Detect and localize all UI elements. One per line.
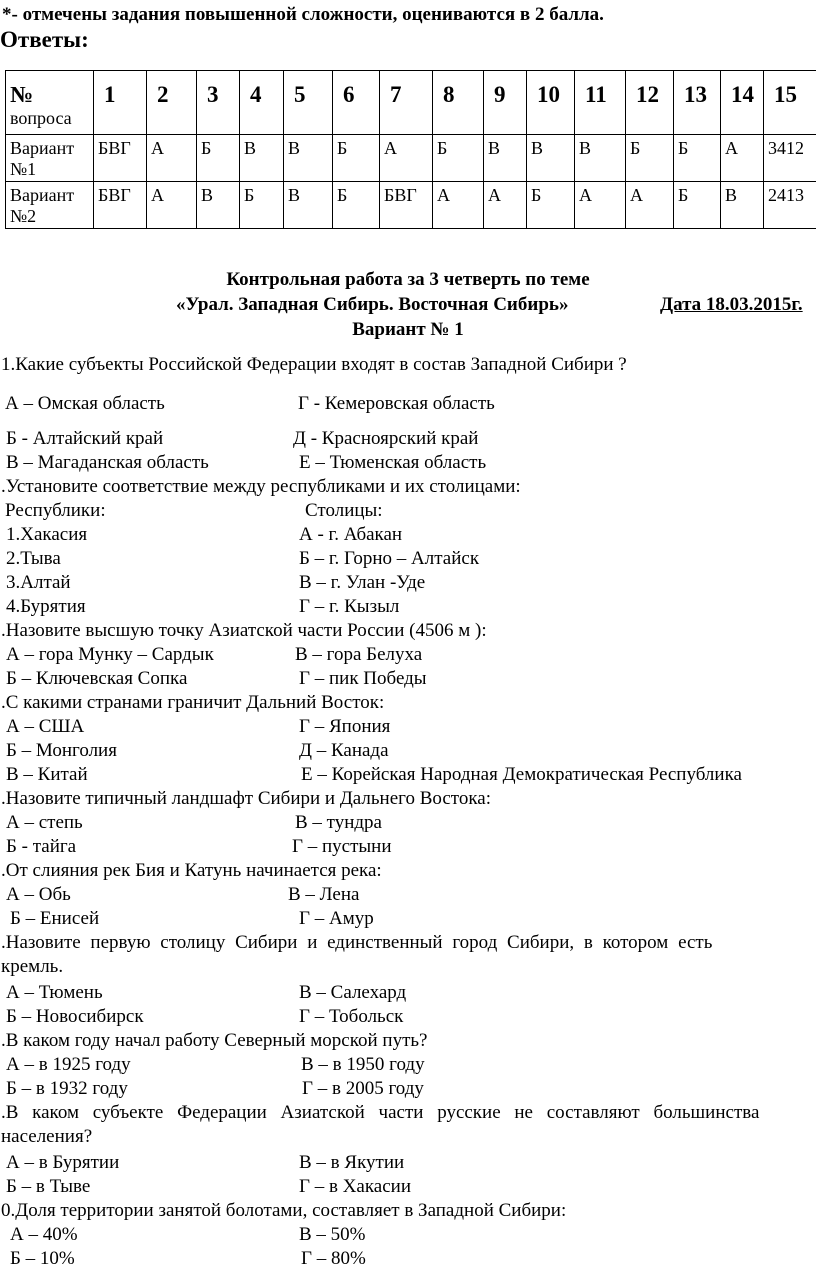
table-row-variant-1: [6, 135, 816, 182]
answer-cell: В: [721, 182, 764, 229]
answer-cell: Б: [626, 135, 674, 182]
header-cell: 12: [626, 71, 674, 135]
option-line: Г – пустыни: [292, 836, 392, 857]
option-line: В – Китай: [6, 764, 88, 785]
option-line: Б – Монголия: [6, 740, 117, 761]
answer-cell: Б: [674, 135, 721, 182]
option-line: А – 40%: [10, 1224, 78, 1245]
option-line: В – в Якутии: [299, 1152, 405, 1173]
answer-cell: А: [626, 182, 674, 229]
row-label: Вариант №1: [6, 135, 94, 182]
question-9-continuation: населения?: [1, 1126, 93, 1147]
answer-cell: Б: [333, 135, 380, 182]
option-line: В – тундра: [295, 812, 382, 833]
option-line: Г - Кемеровская область: [298, 393, 495, 414]
option-line: В – Магаданская область: [6, 452, 209, 473]
header-cell: 13: [674, 71, 721, 135]
answer-cell: 3412: [764, 135, 816, 182]
option-line: Столицы:: [305, 500, 383, 521]
option-line: А – степь: [6, 812, 83, 833]
answer-cell: Б: [240, 182, 284, 229]
answers-title: Ответы:: [0, 27, 89, 52]
option-line: А - г. Абакан: [299, 524, 403, 545]
option-line: 2.Тыва: [6, 548, 61, 569]
header-cell: 10: [527, 71, 575, 135]
option-line: Б – 10%: [10, 1248, 75, 1269]
header-label-word: вопроса: [10, 108, 72, 128]
option-line: В – г. Улан -Уде: [299, 572, 426, 593]
header-cell: 14: [721, 71, 764, 135]
row-label: Вариант №2: [6, 182, 94, 229]
header-cell: 3: [197, 71, 240, 135]
option-line: В – в 1950 году: [301, 1054, 425, 1075]
question-8: .В каком году начал работу Северный морской путь?: [1, 1030, 428, 1051]
option-line: Б – Енисей: [10, 908, 100, 929]
question-7: .Назовите первую столицу Сибири и единственный город Сибири, в котором есть: [1, 932, 713, 953]
option-line: В – Салехард: [299, 982, 407, 1003]
option-line: Г – пик Победы: [299, 668, 427, 689]
answer-cell: А: [433, 182, 484, 229]
header-cell: 2: [147, 71, 197, 135]
answers-table: [5, 70, 816, 229]
option-line: А – Тюмень: [6, 982, 103, 1003]
option-line: 1.Хакасия: [6, 524, 88, 545]
question-10: 0.Доля территории занятой болотами, составляет в Западной Сибири:: [1, 1200, 567, 1221]
answer-cell: А: [484, 182, 527, 229]
answer-cell: Б: [527, 182, 575, 229]
header-cell: 1: [94, 71, 147, 135]
question-4: .С какими странами граничит Дальний Восток:: [1, 692, 385, 713]
option-line: Е – Тюменская область: [299, 452, 487, 473]
answer-cell: А: [147, 135, 197, 182]
option-line: В – Лена: [288, 884, 360, 905]
test-title-line1: Контрольная работа за 3 четверть по теме: [226, 269, 590, 290]
header-cell: 5: [284, 71, 333, 135]
header-cell: 7: [380, 71, 433, 135]
answer-cell: В: [484, 135, 527, 182]
option-line: Б – в 1932 году: [6, 1078, 128, 1099]
question-2: .Установите соответствие между республиками и их столицами:: [1, 476, 521, 497]
answer-cell: БВГ: [94, 135, 147, 182]
table-row-variant-2: [6, 182, 816, 229]
option-line: А – в Бурятии: [6, 1152, 120, 1173]
answer-cell: БВГ: [94, 182, 147, 229]
option-line: А – гора Мунку – Сардык: [6, 644, 214, 665]
option-line: Б – Новосибирск: [6, 1006, 144, 1027]
question-6: .От слияния рек Бия и Катунь начинается река:: [1, 860, 382, 881]
table-header-row: [6, 71, 816, 135]
option-line: Б - тайга: [6, 836, 77, 857]
answer-cell: А: [721, 135, 764, 182]
test-title-line2: «Урал. Западная Сибирь. Восточная Сибирь»: [176, 294, 569, 315]
answer-cell: Б: [674, 182, 721, 229]
option-line: Г – Япония: [299, 716, 391, 737]
option-line: А – в 1925 году: [6, 1054, 131, 1075]
option-line: В – 50%: [299, 1224, 366, 1245]
answer-cell: В: [240, 135, 284, 182]
option-line: Д – Канада: [299, 740, 389, 761]
question-9: .В каком субъекте Федерации Азиатской части русские не составляют большинства: [1, 1102, 760, 1123]
question-3: .Назовите высшую точку Азиатской части России (4506 м ):: [1, 620, 487, 641]
option-line: В – гора Белуха: [295, 644, 423, 665]
header-cell: 15: [764, 71, 816, 135]
option-line: Б – в Тыве: [6, 1176, 91, 1197]
option-line: Г – в 2005 году: [302, 1078, 424, 1099]
option-line: Г – Тобольск: [299, 1006, 404, 1027]
option-line: Г – 80%: [301, 1248, 366, 1269]
option-line: А – США: [6, 716, 85, 737]
answer-cell: 2413: [764, 182, 816, 229]
header-label-num: №: [10, 82, 34, 107]
option-line: А – Обь: [6, 884, 71, 905]
answer-cell: В: [197, 182, 240, 229]
option-line: Б – Ключевская Сопка: [6, 668, 188, 689]
option-line: Г – в Хакасии: [299, 1176, 412, 1197]
answer-cell: В: [527, 135, 575, 182]
test-date: Дата 18.03.2015г.: [660, 294, 803, 315]
answer-cell: БВГ: [380, 182, 433, 229]
answer-cell: А: [575, 182, 626, 229]
option-line: Б - Алтайский край: [6, 428, 164, 449]
answer-cell: Б: [433, 135, 484, 182]
variant-heading: Вариант № 1: [352, 319, 464, 340]
answer-cell: В: [575, 135, 626, 182]
header-cell: 6: [333, 71, 380, 135]
option-line: 4.Бурятия: [6, 596, 86, 617]
question-number-header: [6, 71, 94, 135]
answer-cell: Б: [333, 182, 380, 229]
option-line: А – Омская область: [5, 393, 165, 414]
answer-cell: В: [284, 182, 333, 229]
answer-cell: В: [284, 135, 333, 182]
option-line: Б – г. Горно – Алтайск: [299, 548, 480, 569]
header-cell: 11: [575, 71, 626, 135]
header-cell: 8: [433, 71, 484, 135]
grading-note: *- отмечены задания повышенной сложности, оцениваются в 2 балла.: [2, 4, 604, 25]
option-line: Г – г. Кызыл: [299, 596, 400, 617]
option-line: Д - Красноярский край: [293, 428, 479, 449]
answer-cell: А: [147, 182, 197, 229]
answer-cell: Б: [197, 135, 240, 182]
answer-cell: А: [380, 135, 433, 182]
header-cell: 9: [484, 71, 527, 135]
option-line: 3.Алтай: [6, 572, 71, 593]
question-1: 1.Какие субъекты Российской Федерации входят в состав Западной Сибири ?: [1, 354, 627, 375]
option-line: Е – Корейская Народная Демократическая Республика: [301, 764, 742, 785]
header-cell: 4: [240, 71, 284, 135]
question-7-continuation: кремль.: [1, 956, 64, 977]
option-line: Г – Амур: [299, 908, 374, 929]
option-line: Республики:: [5, 500, 106, 521]
question-5: .Назовите типичный ландшафт Сибири и Дальнего Востока:: [1, 788, 491, 809]
